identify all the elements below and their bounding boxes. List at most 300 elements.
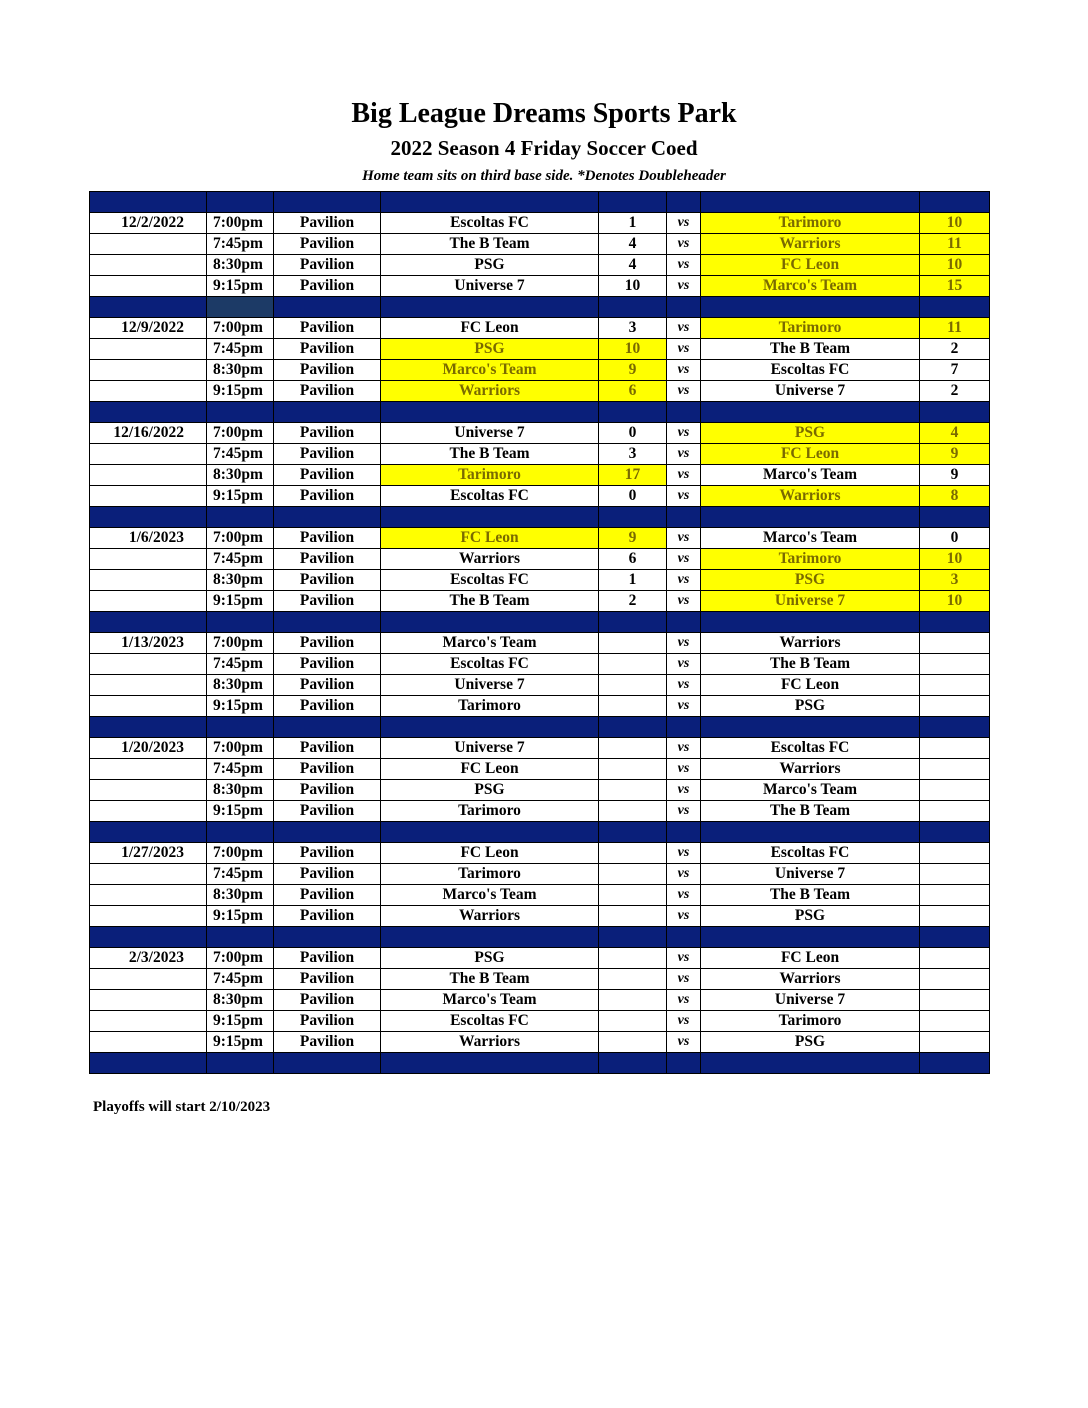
home-score	[599, 696, 667, 717]
separator-cell	[920, 297, 990, 318]
separator-cell	[207, 297, 274, 318]
away-team: Tarimoro	[701, 1011, 920, 1032]
away-score: 4	[920, 423, 990, 444]
game-field: Pavilion	[274, 444, 381, 465]
separator-cell	[701, 927, 920, 948]
away-team: The B Team	[701, 885, 920, 906]
separator-cell	[90, 507, 207, 528]
game-field: Pavilion	[274, 465, 381, 486]
game-date	[90, 276, 207, 297]
separator-row	[90, 402, 990, 423]
vs-label: vs	[667, 780, 701, 801]
separator-cell	[701, 507, 920, 528]
vs-label: vs	[667, 570, 701, 591]
home-team: Tarimoro	[381, 801, 599, 822]
away-team: The B Team	[701, 339, 920, 360]
separator-cell	[381, 717, 599, 738]
separator-cell	[599, 822, 667, 843]
separator-cell	[920, 507, 990, 528]
game-row	[90, 528, 990, 549]
home-team: Tarimoro	[381, 465, 599, 486]
separator-cell	[207, 822, 274, 843]
separator-cell	[701, 192, 920, 213]
away-team: The B Team	[701, 801, 920, 822]
home-score: 6	[599, 381, 667, 402]
game-time: 7:00pm	[207, 213, 274, 234]
game-row	[90, 759, 990, 780]
home-team: PSG	[381, 948, 599, 969]
game-field: Pavilion	[274, 549, 381, 570]
home-score	[599, 780, 667, 801]
game-date	[90, 759, 207, 780]
vs-label: vs	[667, 1011, 701, 1032]
away-team: Marco's Team	[701, 528, 920, 549]
home-score	[599, 843, 667, 864]
home-score: 4	[599, 234, 667, 255]
game-field: Pavilion	[274, 1011, 381, 1032]
away-team: PSG	[701, 1032, 920, 1053]
separator-cell	[381, 297, 599, 318]
game-date	[90, 906, 207, 927]
vs-label: vs	[667, 486, 701, 507]
away-score	[920, 864, 990, 885]
separator-cell	[90, 297, 207, 318]
game-row	[90, 864, 990, 885]
separator-row	[90, 297, 990, 318]
away-score	[920, 759, 990, 780]
game-date: 12/2/2022	[90, 213, 207, 234]
away-score: 9	[920, 465, 990, 486]
home-team: PSG	[381, 780, 599, 801]
home-team: Marco's Team	[381, 633, 599, 654]
game-date	[90, 1011, 207, 1032]
vs-label: vs	[667, 213, 701, 234]
schedule-table	[89, 191, 990, 1074]
away-team: Marco's Team	[701, 276, 920, 297]
separator-cell	[381, 402, 599, 423]
away-team: FC Leon	[701, 675, 920, 696]
home-score: 4	[599, 255, 667, 276]
game-time: 9:15pm	[207, 486, 274, 507]
vs-label: vs	[667, 255, 701, 276]
game-row	[90, 276, 990, 297]
game-field: Pavilion	[274, 318, 381, 339]
game-time: 7:45pm	[207, 759, 274, 780]
game-time: 8:30pm	[207, 360, 274, 381]
game-date	[90, 444, 207, 465]
game-date	[90, 570, 207, 591]
game-date	[90, 234, 207, 255]
game-row	[90, 318, 990, 339]
away-score: 10	[920, 549, 990, 570]
separator-cell	[90, 612, 207, 633]
game-time: 9:15pm	[207, 381, 274, 402]
separator-cell	[207, 717, 274, 738]
game-time: 7:45pm	[207, 444, 274, 465]
separator-cell	[599, 717, 667, 738]
vs-label: vs	[667, 318, 701, 339]
game-row	[90, 885, 990, 906]
separator-cell	[599, 927, 667, 948]
game-field: Pavilion	[274, 885, 381, 906]
home-team: The B Team	[381, 444, 599, 465]
separator-cell	[274, 297, 381, 318]
vs-label: vs	[667, 339, 701, 360]
game-row	[90, 360, 990, 381]
away-team: PSG	[701, 696, 920, 717]
game-time: 7:45pm	[207, 339, 274, 360]
vs-label: vs	[667, 633, 701, 654]
home-team: Escoltas FC	[381, 1011, 599, 1032]
game-row	[90, 465, 990, 486]
separator-cell	[381, 192, 599, 213]
vs-label: vs	[667, 906, 701, 927]
away-team: Tarimoro	[701, 549, 920, 570]
game-time: 9:15pm	[207, 276, 274, 297]
separator-cell	[920, 192, 990, 213]
separator-cell	[274, 927, 381, 948]
vs-label: vs	[667, 990, 701, 1011]
away-team: Tarimoro	[701, 213, 920, 234]
home-score	[599, 654, 667, 675]
game-row	[90, 633, 990, 654]
game-date	[90, 486, 207, 507]
vs-label: vs	[667, 276, 701, 297]
separator-cell	[920, 717, 990, 738]
game-row	[90, 255, 990, 276]
home-score	[599, 906, 667, 927]
game-row	[90, 843, 990, 864]
away-team: Warriors	[701, 486, 920, 507]
away-score: 11	[920, 318, 990, 339]
game-time: 8:30pm	[207, 465, 274, 486]
separator-cell	[599, 402, 667, 423]
game-row	[90, 1011, 990, 1032]
game-time: 7:00pm	[207, 528, 274, 549]
home-team: PSG	[381, 255, 599, 276]
separator-cell	[207, 927, 274, 948]
away-score	[920, 906, 990, 927]
game-date	[90, 465, 207, 486]
game-time: 8:30pm	[207, 780, 274, 801]
vs-label: vs	[667, 234, 701, 255]
home-score: 0	[599, 423, 667, 444]
separator-cell	[599, 192, 667, 213]
game-field: Pavilion	[274, 528, 381, 549]
game-field: Pavilion	[274, 591, 381, 612]
vs-label: vs	[667, 381, 701, 402]
home-score	[599, 1011, 667, 1032]
home-team: Escoltas FC	[381, 213, 599, 234]
game-date: 1/13/2023	[90, 633, 207, 654]
away-score: 2	[920, 381, 990, 402]
home-team: FC Leon	[381, 528, 599, 549]
separator-cell	[381, 612, 599, 633]
separator-row	[90, 717, 990, 738]
separator-cell	[274, 402, 381, 423]
away-team: Universe 7	[701, 990, 920, 1011]
away-score: 11	[920, 234, 990, 255]
game-field: Pavilion	[274, 780, 381, 801]
game-row	[90, 780, 990, 801]
game-time: 7:45pm	[207, 969, 274, 990]
game-field: Pavilion	[274, 948, 381, 969]
game-field: Pavilion	[274, 696, 381, 717]
game-time: 7:45pm	[207, 864, 274, 885]
home-team: FC Leon	[381, 318, 599, 339]
away-score: 3	[920, 570, 990, 591]
home-team: The B Team	[381, 969, 599, 990]
game-date	[90, 885, 207, 906]
away-score: 8	[920, 486, 990, 507]
home-team: Tarimoro	[381, 864, 599, 885]
separator-row	[90, 1053, 990, 1074]
game-row	[90, 906, 990, 927]
game-date	[90, 360, 207, 381]
game-row	[90, 675, 990, 696]
away-score: 10	[920, 213, 990, 234]
away-score: 15	[920, 276, 990, 297]
away-team: Escoltas FC	[701, 738, 920, 759]
game-row	[90, 444, 990, 465]
game-row	[90, 969, 990, 990]
home-team: Marco's Team	[381, 990, 599, 1011]
game-date: 1/6/2023	[90, 528, 207, 549]
game-row	[90, 654, 990, 675]
game-time: 8:30pm	[207, 675, 274, 696]
home-score: 6	[599, 549, 667, 570]
home-score: 2	[599, 591, 667, 612]
game-row	[90, 990, 990, 1011]
game-date	[90, 381, 207, 402]
separator-cell	[701, 822, 920, 843]
game-time: 8:30pm	[207, 255, 274, 276]
separator-cell	[274, 717, 381, 738]
separator-cell	[381, 507, 599, 528]
home-score: 10	[599, 276, 667, 297]
home-score	[599, 864, 667, 885]
home-score	[599, 990, 667, 1011]
away-team: Marco's Team	[701, 780, 920, 801]
game-row	[90, 1032, 990, 1053]
game-date	[90, 801, 207, 822]
away-team: The B Team	[701, 654, 920, 675]
game-date: 2/3/2023	[90, 948, 207, 969]
separator-cell	[701, 612, 920, 633]
game-date: 1/27/2023	[90, 843, 207, 864]
vs-label: vs	[667, 801, 701, 822]
game-field: Pavilion	[274, 843, 381, 864]
away-score	[920, 948, 990, 969]
game-time: 8:30pm	[207, 570, 274, 591]
separator-row	[90, 927, 990, 948]
separator-cell	[667, 402, 701, 423]
game-field: Pavilion	[274, 801, 381, 822]
separator-cell	[599, 1053, 667, 1074]
game-time: 7:00pm	[207, 318, 274, 339]
home-team: FC Leon	[381, 843, 599, 864]
home-score: 1	[599, 570, 667, 591]
game-date	[90, 549, 207, 570]
separator-cell	[667, 822, 701, 843]
home-team: The B Team	[381, 591, 599, 612]
separator-cell	[667, 297, 701, 318]
game-time: 9:15pm	[207, 696, 274, 717]
game-field: Pavilion	[274, 633, 381, 654]
game-date	[90, 780, 207, 801]
separator-cell	[701, 717, 920, 738]
page-title: Big League Dreams Sports Park	[351, 98, 737, 129]
away-score	[920, 801, 990, 822]
game-row	[90, 738, 990, 759]
home-score: 17	[599, 465, 667, 486]
home-team: Warriors	[381, 1032, 599, 1053]
separator-cell	[381, 1053, 599, 1074]
game-time: 7:00pm	[207, 738, 274, 759]
away-score	[920, 969, 990, 990]
away-team: FC Leon	[701, 444, 920, 465]
game-row	[90, 591, 990, 612]
game-date	[90, 675, 207, 696]
separator-row	[90, 507, 990, 528]
game-date	[90, 864, 207, 885]
game-time: 9:15pm	[207, 801, 274, 822]
separator-cell	[207, 1053, 274, 1074]
game-time: 7:45pm	[207, 234, 274, 255]
home-score: 3	[599, 318, 667, 339]
game-field: Pavilion	[274, 1032, 381, 1053]
game-row	[90, 486, 990, 507]
separator-cell	[381, 927, 599, 948]
separator-cell	[207, 402, 274, 423]
separator-cell	[90, 927, 207, 948]
home-team: Universe 7	[381, 423, 599, 444]
game-date	[90, 990, 207, 1011]
game-field: Pavilion	[274, 486, 381, 507]
separator-cell	[701, 297, 920, 318]
home-score: 9	[599, 528, 667, 549]
away-team: Universe 7	[701, 381, 920, 402]
home-team: Escoltas FC	[381, 486, 599, 507]
away-team: FC Leon	[701, 255, 920, 276]
home-score	[599, 1032, 667, 1053]
separator-cell	[599, 297, 667, 318]
away-team: Warriors	[701, 759, 920, 780]
home-team: Tarimoro	[381, 696, 599, 717]
home-team: PSG	[381, 339, 599, 360]
game-field: Pavilion	[274, 906, 381, 927]
away-score	[920, 675, 990, 696]
home-score: 3	[599, 444, 667, 465]
away-team: PSG	[701, 570, 920, 591]
home-team: Marco's Team	[381, 360, 599, 381]
game-row	[90, 549, 990, 570]
game-field: Pavilion	[274, 990, 381, 1011]
away-team: Warriors	[701, 234, 920, 255]
separator-cell	[274, 822, 381, 843]
footer-note: Playoffs will start 2/10/2023	[93, 1099, 271, 1115]
separator-cell	[274, 192, 381, 213]
home-score	[599, 633, 667, 654]
home-team: Universe 7	[381, 738, 599, 759]
vs-label: vs	[667, 423, 701, 444]
separator-cell	[667, 1053, 701, 1074]
home-team: Escoltas FC	[381, 570, 599, 591]
game-time: 8:30pm	[207, 885, 274, 906]
away-score: 2	[920, 339, 990, 360]
separator-cell	[207, 192, 274, 213]
game-row	[90, 213, 990, 234]
separator-cell	[207, 612, 274, 633]
game-date	[90, 696, 207, 717]
away-team: Marco's Team	[701, 465, 920, 486]
game-date	[90, 654, 207, 675]
separator-cell	[274, 612, 381, 633]
game-field: Pavilion	[274, 570, 381, 591]
vs-label: vs	[667, 444, 701, 465]
separator-cell	[920, 927, 990, 948]
away-score	[920, 1032, 990, 1053]
separator-cell	[599, 612, 667, 633]
game-field: Pavilion	[274, 969, 381, 990]
home-team: Universe 7	[381, 675, 599, 696]
home-team: The B Team	[381, 234, 599, 255]
away-team: Universe 7	[701, 864, 920, 885]
away-team: FC Leon	[701, 948, 920, 969]
game-field: Pavilion	[274, 213, 381, 234]
game-date: 12/9/2022	[90, 318, 207, 339]
separator-cell	[920, 612, 990, 633]
game-date	[90, 1032, 207, 1053]
away-team: Tarimoro	[701, 318, 920, 339]
game-field: Pavilion	[274, 675, 381, 696]
separator-cell	[701, 1053, 920, 1074]
game-field: Pavilion	[274, 255, 381, 276]
separator-cell	[667, 717, 701, 738]
game-row	[90, 570, 990, 591]
vs-label: vs	[667, 549, 701, 570]
game-field: Pavilion	[274, 276, 381, 297]
game-date	[90, 339, 207, 360]
game-time: 9:15pm	[207, 1032, 274, 1053]
separator-cell	[90, 1053, 207, 1074]
separator-cell	[701, 402, 920, 423]
game-date: 1/20/2023	[90, 738, 207, 759]
separator-cell	[667, 612, 701, 633]
away-score	[920, 780, 990, 801]
game-field: Pavilion	[274, 381, 381, 402]
separator-cell	[920, 1053, 990, 1074]
game-field: Pavilion	[274, 360, 381, 381]
away-team: Warriors	[701, 633, 920, 654]
away-team: Escoltas FC	[701, 843, 920, 864]
separator-row	[90, 192, 990, 213]
game-time: 7:45pm	[207, 654, 274, 675]
vs-label: vs	[667, 843, 701, 864]
game-time: 7:00pm	[207, 423, 274, 444]
separator-cell	[207, 507, 274, 528]
away-score: 0	[920, 528, 990, 549]
vs-label: vs	[667, 948, 701, 969]
vs-label: vs	[667, 528, 701, 549]
away-team: Warriors	[701, 969, 920, 990]
home-team: Warriors	[381, 549, 599, 570]
separator-cell	[920, 402, 990, 423]
vs-label: vs	[667, 654, 701, 675]
vs-label: vs	[667, 360, 701, 381]
separator-cell	[667, 192, 701, 213]
vs-label: vs	[667, 738, 701, 759]
